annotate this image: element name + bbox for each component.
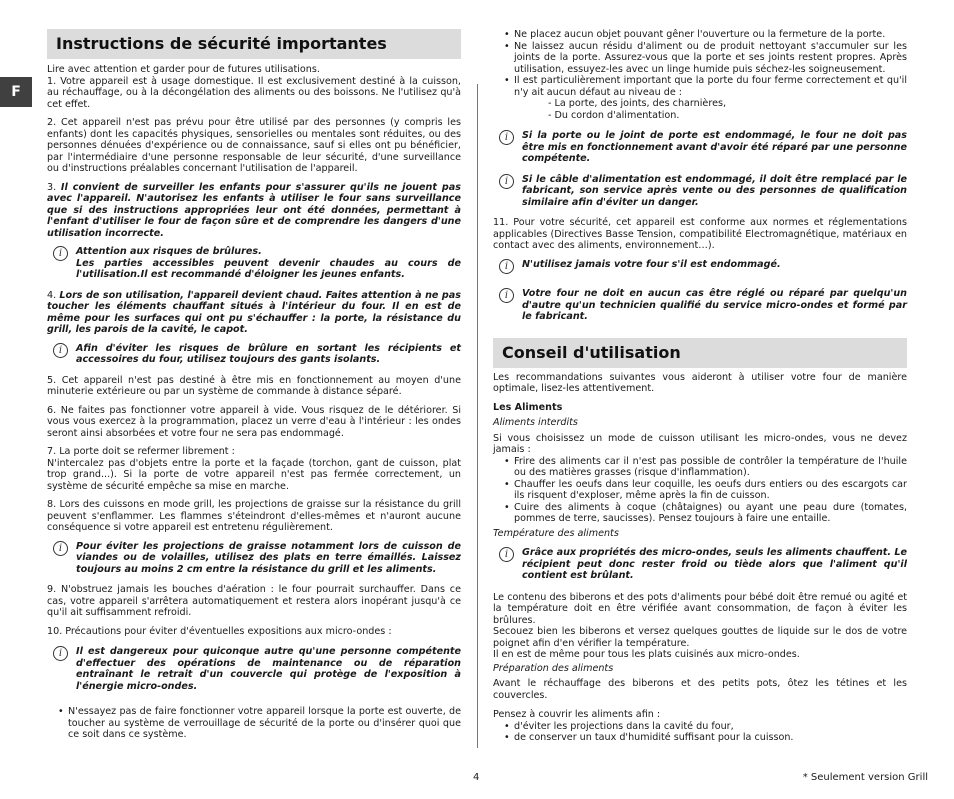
sub-item-cord: - Du cordon d'alimentation.	[548, 109, 680, 121]
note-grease-text: Pour éviter les projections de graisse notamment lors de cuisson de viandes ou de volailles, utilisez des plats en terre émaillés. Laissez toujours au moins 2 cm entre la résistance du grill et les aliments.	[76, 540, 461, 575]
note-burn-title: Attention aux risques de brûlures.	[76, 246, 262, 257]
section-heading-safety: Instructions de sécurité importantes	[47, 29, 461, 59]
subheading-aliments: Les Aliments	[493, 401, 563, 413]
forbidden-intro: Si vous choisissez un mode de cuisson utilisant les micro-ondes, vous ne devez jamais :	[493, 432, 907, 455]
info-icon: i	[499, 174, 514, 189]
list-item: • N'essayez pas de faire fonctionner votre appareil lorsque la porte est ouverte, de toucher au système de verrouillage de sécurité de la porte ou d'insérer quoi que ce soit dans ce système.	[47, 706, 461, 741]
info-icon: i	[53, 541, 68, 556]
right-column	[493, 0, 907, 744]
paragraph-4	[47, 290, 461, 336]
note-door-damaged-text: Si la porte ou le joint de porte est endommagé, le four ne doit pas être mis en fonctionnement avant d'avoir été réparé par une personne compétente.	[522, 130, 907, 164]
note-repair-text: Votre four ne doit en aucun cas être réglé ou réparé par quelqu'un d'autre qu'un technicien qualifié du service micro-ondes et formé par le fabricant.	[522, 288, 907, 322]
note-door-damaged	[493, 130, 907, 165]
language-tab: F	[0, 77, 32, 107]
note-gloves	[47, 343, 461, 366]
cooked-dishes-text: Il en est de même pour tous les plats cuisinés aux micro-ondes.	[493, 649, 800, 660]
paragraph-4-text: Lors de son utilisation, l'appareil devient chaud. Faites attention à ne pas toucher les éléments chauffant situés à l'intérieur du four. Il en est de même pour les surfaces qui ont pu s'échauffer : la porte, la résistance du grill, les parois de la cavité, le capot.	[47, 289, 461, 335]
sub-item-door: - La porte, des joints, des charnières,	[548, 98, 727, 109]
list-item: • de conserver un taux d'humidité suffisant pour la cuisson.	[493, 732, 907, 744]
info-icon: i	[53, 246, 68, 261]
paragraph-10: 10. Précautions pour éviter d'éventuelles expositions aux micro-ondes :	[47, 625, 392, 637]
column-divider	[477, 84, 478, 748]
note-grease	[47, 541, 461, 576]
note-burn-risk	[47, 246, 461, 281]
info-icon: i	[53, 646, 68, 661]
paragraph-2: 2. Cet appareil n'est pas prévu pour être utilisé par des personnes (y compris les enfants) dont les capacités physiques, sensorielles ou mentales sont réduites, ou des personnes dénuées d'expérience ou de connaissance, sauf si elles ont pu bénéficier, par l'intermédiaire d'une personne responsable de leur sécurité, d'une surveillance ou d'instructions préalables concernant l'utilisation de l'appareil.	[47, 117, 461, 174]
intro-text: Lire avec attention et garder pour de futures utilisations.	[47, 64, 320, 75]
cover-intro: Pensez à couvrir les aliments afin :	[493, 709, 661, 720]
footnote: * Seulement version Grill	[802, 772, 928, 783]
note-burn-body: Les parties accessibles peuvent devenir chaudes au cours de l'utilisation.Il est recommandé d'éloigner les jeunes enfants.	[76, 257, 461, 280]
info-icon: i	[499, 288, 514, 303]
paragraph-8: 8. Lors des cuissons en mode grill, les projections de graisse sur la résistance du grill peuvent s'enflammer. Les flammes s'éteindront d'elles-mêmes et n'auront aucune conséquence si votre appareil est entretenu régulièrement.	[47, 499, 461, 533]
note-never-use-text: N'utilisez jamais votre four s'il est endommagé.	[522, 258, 781, 270]
subheading-forbidden: Aliments interdits	[493, 417, 578, 428]
section-heading-usage: Conseil d'utilisation	[493, 338, 907, 368]
paragraph-7-body: N'intercalez pas d'objets entre la porte et la façade (torchon, gant de cuisson, plat trop grand...). Si la porte de votre appareil n'est pas fermée correctement, un système de sécurité empêche sa mise en marche.	[47, 457, 461, 492]
bullet-list-door	[47, 706, 461, 741]
note-repair	[493, 288, 907, 323]
info-icon: i	[499, 547, 514, 562]
note-microwave-text: Grâce aux propriétés des micro-ondes, seuls les aliments chauffent. Le récipient peut donc rester froid ou tiède alors que l'aliment qu'il contient est brûlant.	[522, 547, 907, 581]
shake-bottles-text: Secouez bien les biberons et versez quelques gouttes de liquide sur le dos de votre poignet afin d'en vérifier la température.	[493, 626, 907, 649]
subheading-preparation: Préparation des aliments	[493, 662, 614, 674]
note-cable-damaged	[493, 174, 907, 209]
paragraph-3-number: 3.	[47, 181, 57, 193]
recommendations-text: Les recommandations suivantes vous aideront à utiliser votre four de manière optimale, lisez-les attentivement.	[493, 371, 907, 394]
paragraph-11: 11. Pour votre sécurité, cet appareil est conforme aux normes et réglementations applicables (Directives Basse Tension, compatibilité Electromagnétique, matériaux en contact avec des aliments, environnement…).	[493, 217, 907, 251]
bullet-list-forbidden	[493, 456, 907, 525]
list-item: • d'éviter les projections dans la cavité du four,	[493, 721, 907, 733]
baby-bottles-text: Le contenu des biberons et des pots d'aliments pour bébé doit être remué ou agité et la température doit en être vérifiée avant consommation, de façon à éviter les brûlures.	[493, 591, 907, 626]
page-number: 4	[473, 772, 480, 783]
note-maintenance-text: Il est dangereux pour quiconque autre qu'une personne compétente d'effectuer des opérations de maintenance ou de réparation entraînant le retrait d'un couvercle qui protège de l'exposition à l'énergie micro-ondes.	[76, 646, 461, 692]
list-item: • Cuire des aliments à coque (châtaignes) ou ayant une peau dure (tomates, pommes de terre, saucisses). Pensez toujours à faire une entaille.	[493, 502, 907, 525]
paragraph-4-number: 4.	[47, 289, 57, 301]
paragraph-7-title: 7. La porte doit se refermer librement :	[47, 446, 235, 457]
note-cable-damaged-text: Si le câble d'alimentation est endommagé, il doit être remplacé par le fabricant, son service après vente ou des personnes de qualification similaire afin d'éviter un danger.	[522, 173, 907, 208]
list-item: • Il est particulièrement important que la porte du four ferme correctement et qu'il n'y ait aucun défaut au niveau de :	[493, 75, 907, 98]
info-icon: i	[53, 343, 68, 358]
note-never-use-damaged	[493, 259, 907, 271]
reheating-text: Avant le réchauffage des biberons et des petits pots, ôtez les tétines et les couvercles.	[493, 678, 907, 701]
list-item: • Frire des aliments car il n'est pas possible de contrôler la température de l'huile ou des matières grasses (risque d'inflammation).	[493, 456, 907, 479]
list-item: • Ne placez aucun objet pouvant gêner l'ouverture ou la fermeture de la porte.	[493, 29, 907, 41]
paragraph-1: 1. Votre appareil est à usage domestique. Il est exclusivement destiné à la cuisson, au réchauffage, ou à la décongélation des aliments ou des boissons. Ne l'utilisez qu'à cet effet.	[47, 75, 461, 110]
paragraph-5: 5. Cet appareil n'est pas destiné à être mis en fonctionnement au moyen d'une minuterie extérieure ou par un système de commande à distance séparé.	[47, 374, 461, 397]
subheading-temperature: Température des aliments	[493, 527, 619, 539]
paragraph-9: 9. N'obstruez jamais les bouches d'aération : le four pourrait surchauffer. Dans ce cas, votre appareil s'arrêtera automatiquement et restera alors inopérant jusqu'à ce qu'il ait suffisamment refroidi.	[47, 584, 461, 618]
note-gloves-text: Afin d'éviter les risques de brûlure en sortant les récipients et accessoires du four, utilisez toujours des gants isolants.	[76, 342, 461, 365]
paragraph-3-text: Il convient de surveiller les enfants pour s'assurer qu'ils ne jouent pas avec l'appareil. N'autorisez les enfants à utiliser le four sans surveillance que si des instructions appropriées leur ont été données, permettant à l'enfant d'utiliser le four de façon sûre et de comprendre les dangers d'une utilisation incorrecte.	[47, 181, 461, 239]
bullet-list-door-care	[493, 29, 907, 98]
info-icon: i	[499, 259, 514, 274]
bullet-list-cover	[493, 721, 907, 744]
list-item: • Chauffer les oeufs dans leur coquille, les oeufs durs entiers ou des escargots car ils risquent d'exploser, même après la fin de cuisson.	[493, 479, 907, 502]
paragraph-3	[47, 182, 461, 240]
left-column	[47, 0, 461, 741]
note-microwave-properties	[493, 547, 907, 582]
paragraph-6: 6. Ne faites pas fonctionner votre appareil à vide. Vous risquez de le détériorer. Si vous vous exercez à la programmation, placez un verre d'eau à l'intérieur : les ondes seront ainsi absorbées et votre four ne sera pas endommagé.	[47, 404, 461, 439]
note-maintenance	[47, 646, 461, 692]
list-item: • Ne laissez aucun résidu d'aliment ou de produit nettoyant s'accumuler sur les joints de la porte. Assurez-vous que la porte et ses joints restent propres. Après utilisation, essuyez-les avec un linge humide puis séchez-les soigneusement.	[493, 41, 907, 76]
info-icon: i	[499, 130, 514, 145]
